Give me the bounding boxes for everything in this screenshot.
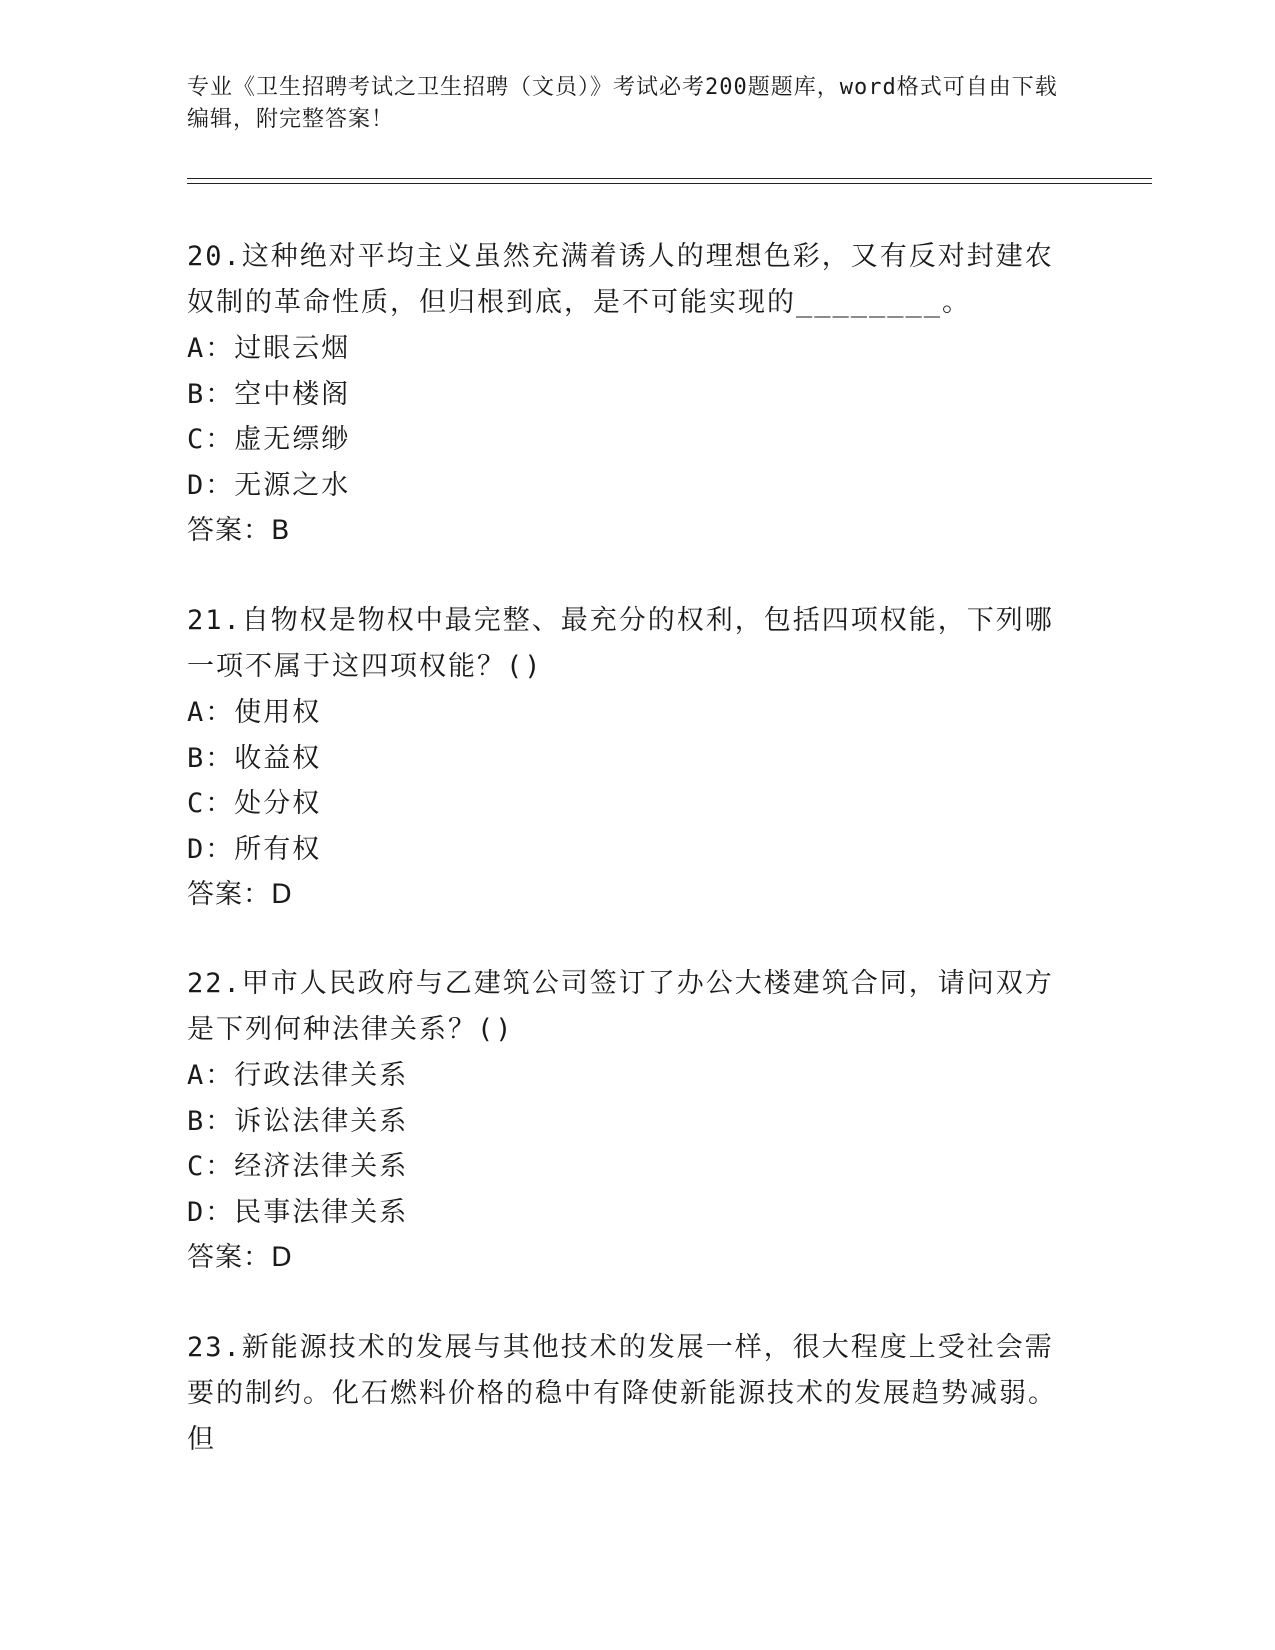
answer: 答案：D	[187, 1242, 293, 1273]
option-a: A：过眼云烟	[187, 333, 351, 364]
question-stem: 22.甲市人民政府与乙建筑公司签订了办公大楼建筑合同，请问双方是下列何种法律关系？()	[187, 968, 1054, 1045]
option-d: D：民事法律关系	[187, 1196, 409, 1228]
question-stem: 21.自物权是物权中最完整、最充分的权利，包括四项权能，下列哪一项不属于这四项权能？()	[187, 605, 1054, 682]
option-b: B：收益权	[187, 742, 322, 774]
question-21	[187, 598, 1077, 918]
option-d: D：所有权	[187, 833, 322, 865]
question-20	[187, 234, 1077, 554]
option-b: B：空中楼阁	[187, 378, 351, 410]
question-stem: 23.新能源技术的发展与其他技术的发展一样，很大程度上受社会需要的制约。化石燃料价格的稳中有降使新能源技术的发展趋势减弱。但	[187, 1332, 1057, 1455]
document-header: 专业《卫生招聘考试之卫生招聘（文员）》考试必考200题题库，word格式可自由下载编辑，附完整答案！	[187, 75, 1058, 132]
header-divider-bottom	[187, 183, 1152, 184]
option-b: B：诉讼法律关系	[187, 1105, 409, 1137]
option-c: C：经济法律关系	[187, 1151, 409, 1182]
option-c: C：虚无缥缈	[187, 424, 351, 455]
option-d: D：无源之水	[187, 469, 351, 501]
question-stem: 20.这种绝对平均主义虽然充满着诱人的理想色彩，又有反对封建农奴制的革命性质，但归根到底，是不可能实现的________。	[187, 241, 1054, 318]
option-a: A：行政法律关系	[187, 1060, 409, 1091]
option-a: A：使用权	[187, 697, 322, 728]
question-22	[187, 961, 1077, 1281]
answer: 答案：B	[187, 515, 291, 546]
header-divider-top	[187, 178, 1152, 179]
answer: 答案：D	[187, 879, 293, 910]
option-c: C：处分权	[187, 788, 322, 819]
question-23	[187, 1325, 1077, 1463]
